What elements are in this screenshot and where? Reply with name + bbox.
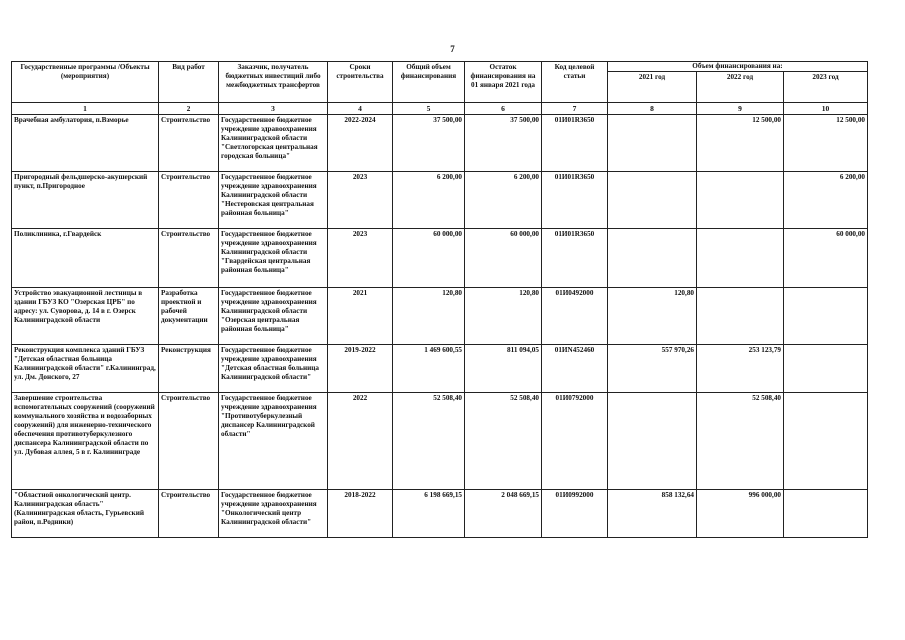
column-number: 5 <box>393 103 465 115</box>
financing-2021 <box>608 229 697 288</box>
total-financing: 37 500,00 <box>393 115 465 172</box>
work-type: Реконструкция <box>159 345 219 393</box>
construction-terms: 2023 <box>328 229 393 288</box>
column-number: 10 <box>784 103 868 115</box>
header-customer: Заказчик, получатель бюджетных инвестиций либо межбюджетных трансфертов <box>219 62 328 103</box>
financing-2023: 6 200,00 <box>784 172 868 229</box>
financing-2022: 12 500,00 <box>697 115 784 172</box>
column-number: 3 <box>219 103 328 115</box>
financing-2023 <box>784 490 868 538</box>
object-name: Устройство эвакуационной лестницы в здании ГБУЗ КО "Озерская ЦРБ" по адресу: ул. Суворова, д. 14 в г. Озерск Калининградской области <box>12 288 159 345</box>
object-name: Врачебная амбулатория, п.Взморье <box>12 115 159 172</box>
financing-remainder: 120,80 <box>465 288 542 345</box>
financing-2023 <box>784 393 868 490</box>
financing-remainder: 2 048 669,15 <box>465 490 542 538</box>
page-number: 7 <box>450 44 455 54</box>
financing-2022 <box>697 229 784 288</box>
target-code: 01И01R3650 <box>542 115 608 172</box>
financing-remainder: 6 200,00 <box>465 172 542 229</box>
construction-terms: 2021 <box>328 288 393 345</box>
column-number-row <box>12 103 868 115</box>
header-2022: 2022 год <box>697 72 784 103</box>
financing-remainder: 52 508,40 <box>465 393 542 490</box>
header-2023: 2023 год <box>784 72 868 103</box>
column-number: 4 <box>328 103 393 115</box>
object-name: Завершение строительства вспомогательных сооружений (сооружений коммунального хозяйства и водозаборных сооружений) для инженерно-технического обеспечения противотуберкулезного диспансера Калининградской области по ул. Дубовая аллея, 5 в г. Калининграде <box>12 393 159 490</box>
financing-2021 <box>608 172 697 229</box>
target-code: 01ИN452460 <box>542 345 608 393</box>
customer: Государственное бюджетное учреждение здравоохранения Калининградской области "Нестеровская центральная районная больница" <box>219 172 328 229</box>
construction-terms: 2022 <box>328 393 393 490</box>
financing-2022 <box>697 288 784 345</box>
construction-terms: 2022-2024 <box>328 115 393 172</box>
target-code: 01И01R3650 <box>542 172 608 229</box>
column-number: 1 <box>12 103 159 115</box>
financing-2022: 52 508,40 <box>697 393 784 490</box>
table-row <box>12 393 868 490</box>
customer: Государственное бюджетное учреждение здравоохранения "Противотуберкулезный диспансер Калининградской области" <box>219 393 328 490</box>
header-name: Государственные программы /Объекты (мероприятия) <box>12 62 159 103</box>
header-terms: Сроки строительства <box>328 62 393 103</box>
target-code: 01И0992000 <box>542 490 608 538</box>
object-name: Реконструкция комплекса зданий ГБУЗ "Детская областная больница Калининградской области" г.Калининград, ул. Дм. Донского, 27 <box>12 345 159 393</box>
object-name: Пригородный фельдшерско-акушерский пункт, п.Пригородное <box>12 172 159 229</box>
column-number: 8 <box>608 103 697 115</box>
construction-terms: 2018-2022 <box>328 490 393 538</box>
header-2021: 2021 год <box>608 72 697 103</box>
total-financing: 60 000,00 <box>393 229 465 288</box>
header-remainder: Остаток финансирования на 01 января 2021 года <box>465 62 542 103</box>
work-type: Строительство <box>159 490 219 538</box>
table-row <box>12 288 868 345</box>
work-type: Разработка проектной и рабочей документации <box>159 288 219 345</box>
header-funding-group: Объем финансирования на: <box>608 62 868 72</box>
financing-remainder: 811 094,05 <box>465 345 542 393</box>
construction-terms: 2019-2022 <box>328 345 393 393</box>
customer: Государственное бюджетное учреждение здравоохранения Калининградской области "Светлогорская центральная городская больница" <box>219 115 328 172</box>
table-row <box>12 115 868 172</box>
column-number: 2 <box>159 103 219 115</box>
work-type: Строительство <box>159 229 219 288</box>
financing-remainder: 60 000,00 <box>465 229 542 288</box>
financing-2022: 253 123,79 <box>697 345 784 393</box>
target-code: 01И0492000 <box>542 288 608 345</box>
customer: Государственное бюджетное учреждение здравоохранения "Онкологический центр Калининградской области" <box>219 490 328 538</box>
header-row <box>12 62 868 72</box>
customer: Государственное бюджетное учреждение здравоохранения Калининградской области "Гвардейская центральная районная больница" <box>219 229 328 288</box>
total-financing: 1 469 600,55 <box>393 345 465 393</box>
total-financing: 120,80 <box>393 288 465 345</box>
financing-2023 <box>784 345 868 393</box>
financing-2021 <box>608 393 697 490</box>
financing-2021: 557 970,26 <box>608 345 697 393</box>
work-type: Строительство <box>159 115 219 172</box>
financing-2022 <box>697 172 784 229</box>
table-row <box>12 172 868 229</box>
table-row <box>12 345 868 393</box>
header-total: Общий объем финансирования <box>393 62 465 103</box>
customer: Государственное бюджетное учреждение здравоохранения Калининградской области "Озерская центральная районная больница" <box>219 288 328 345</box>
object-name: "Областной онкологический центр. Калининградская область" (Калининградская область, Гурьевский район, п.Родники) <box>12 490 159 538</box>
target-code: 01И0792000 <box>542 393 608 490</box>
financing-2023: 12 500,00 <box>784 115 868 172</box>
financing-2023 <box>784 288 868 345</box>
header-work-type: Вид работ <box>159 62 219 103</box>
financing-table <box>11 61 868 538</box>
table-row <box>12 229 868 288</box>
financing-remainder: 37 500,00 <box>465 115 542 172</box>
work-type: Строительство <box>159 393 219 490</box>
target-code: 01И01R3650 <box>542 229 608 288</box>
table-row <box>12 490 868 538</box>
financing-2021: 858 132,64 <box>608 490 697 538</box>
financing-2021: 120,80 <box>608 288 697 345</box>
total-financing: 52 508,40 <box>393 393 465 490</box>
financing-2023: 60 000,00 <box>784 229 868 288</box>
construction-terms: 2023 <box>328 172 393 229</box>
financing-2021 <box>608 115 697 172</box>
financing-2022: 996 000,00 <box>697 490 784 538</box>
column-number: 7 <box>542 103 608 115</box>
total-financing: 6 200,00 <box>393 172 465 229</box>
work-type: Строительство <box>159 172 219 229</box>
column-number: 9 <box>697 103 784 115</box>
header-code: Код целевой статьи <box>542 62 608 103</box>
customer: Государственное бюджетное учреждение здравоохранения "Детская областная больница Калининградской области" <box>219 345 328 393</box>
column-number: 6 <box>465 103 542 115</box>
object-name: Поликлиника, г.Гвардейск <box>12 229 159 288</box>
total-financing: 6 198 669,15 <box>393 490 465 538</box>
